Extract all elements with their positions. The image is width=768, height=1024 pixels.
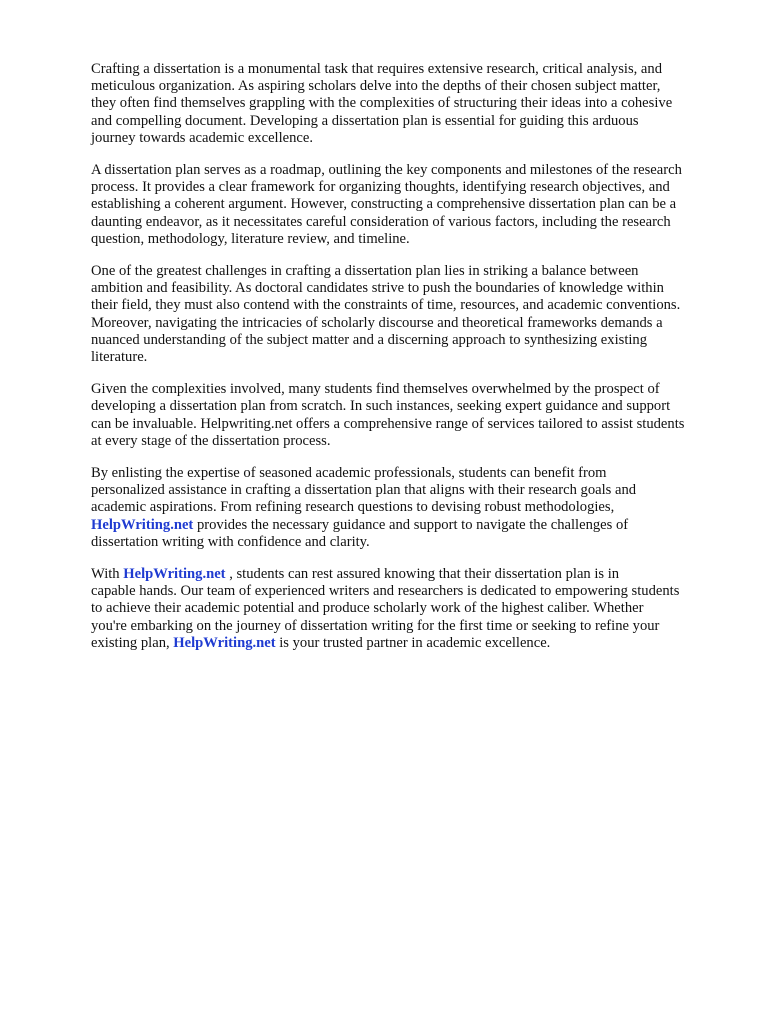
helpwriting-link[interactable]: HelpWriting.net <box>123 566 226 583</box>
paragraph-3: One of the greatest challenges in crafting a dissertation plan lies in striking a balance between ambition and feasibility. As doctoral candidates strive to push the boundaries of knowledge within their field, they must also contend with the constraints of time, resources, and academic conventions. Moreover, navigating the intricacies of scholarly discourse and theoretical frameworks demands a nuanced understanding of the subject matter and a discerning approach to synthesizing existing literature. <box>91 263 681 366</box>
paragraph-6-text-part3: is your trusted partner in academic excellence. <box>275 634 551 651</box>
paragraph-5-text-before: By enlisting the expertise of seasoned academic professionals, students can benefit from personalized assistance in crafting a dissertation plan that aligns with their research goals and academic aspirations. From refining research questions to devising robust methodologies, <box>91 465 637 516</box>
paragraph-4: Given the complexities involved, many students find themselves overwhelmed by the prospect of developing a dissertation plan from scratch. In such instances, seeking expert guidance and support can be invaluable. Helpwriting.net offers a comprehensive range of services tailored to assist students at every stage of the dissertation process. <box>91 381 685 449</box>
document-body <box>91 61 727 667</box>
paragraph-5-text-after: provides the necessary guidance and support to navigate the challenges of dissertation writing with confidence and clarity. <box>91 516 629 550</box>
paragraph-1: Crafting a dissertation is a monumental task that requires extensive research, critical analysis, and meticulous organization. As aspiring scholars delve into the depths of their chosen subject matter, they often find themselves grappling with the complexities of structuring their ideas into a cohesive and compelling document. Developing a dissertation plan is essential for guiding this arduous journey towards academic excellence. <box>91 61 673 146</box>
paragraph-5 <box>91 465 727 551</box>
paragraph-6-text-part2: , students can rest assured knowing that their dissertation plan is in capable hands. Our team of experienced writers and researchers is dedicated to empowering students to achieve their academic potential and produce scholarly work of the highest caliber. Whether you're embarking on the journey of dissertation writing for the first time or seeking to refine your existing plan, <box>91 566 680 651</box>
helpwriting-link[interactable]: HelpWriting.net <box>173 634 276 651</box>
paragraph-2: A dissertation plan serves as a roadmap, outlining the key components and milestones of the research process. It provides a clear framework for organizing thoughts, identifying research objectives, and establishing a coherent argument. However, constructing a comprehensive dissertation plan can be a daunting endeavor, as it necessitates careful consideration of various factors, including the research question, methodology, literature review, and timeline. <box>91 162 682 247</box>
paragraph-6 <box>91 566 727 652</box>
helpwriting-link[interactable]: HelpWriting.net <box>91 516 194 533</box>
paragraph-6-text-part1: With <box>91 566 124 583</box>
